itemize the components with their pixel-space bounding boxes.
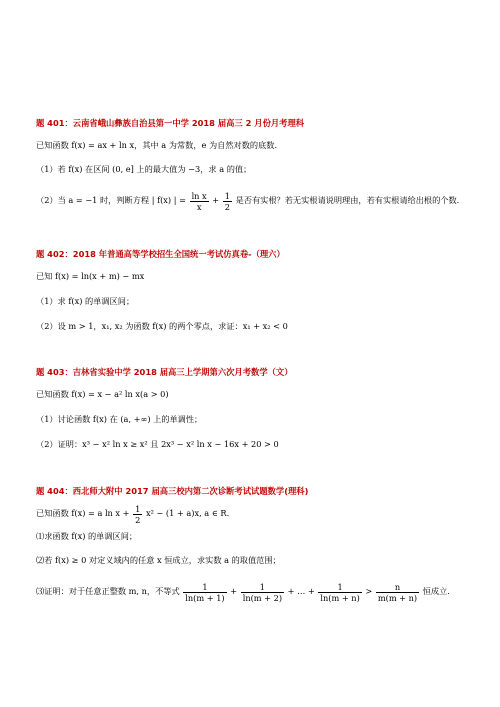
question-3: [36, 578, 450, 604]
question-1: （1）求 f(x) 的单调区间；: [36, 296, 135, 306]
problem-statement: [36, 501, 229, 525]
question-2: （2）设 m > 1，x₁, x₂ 为函数 f(x) 的两个零点，求证：x₁ + x₂ < 0: [36, 321, 288, 331]
fraction-numerator: 1: [318, 582, 361, 593]
problem-title: 题 401：云南省峨山彝族自治县第一中学 2018 届高三 2 月份月考理科: [36, 118, 305, 128]
fraction-denominator: x: [196, 201, 202, 212]
question-2-tail: 是否有实根？若无实根请说明理由，若有实根请给出根的个数.: [235, 195, 460, 205]
problem-402: [36, 248, 476, 331]
problem-404: [36, 485, 476, 603]
statement-part-2: x² − (1 + a)x, a ∈ R.: [145, 508, 230, 518]
fraction-denominator: ln(m + 1): [185, 592, 225, 603]
question-2-text: （2）当 a = −1 时，判断方程 | f(x) | =: [36, 195, 186, 205]
fraction-numerator: 1: [224, 190, 230, 201]
fraction-lnx-over-x: [190, 191, 209, 212]
question-2: ⑵若 f(x) ≥ 0 对定义域内的任意 x 恒成立，求实数 a 的取值范围；: [36, 555, 281, 565]
fraction-numerator: 1: [241, 582, 284, 593]
fraction-denominator: ln(m + 2): [242, 592, 283, 603]
problem-title: 题 402：2018 年普通高等学校招生全国统一考试仿真卷-（理六）: [36, 249, 285, 259]
statement-part-1: 已知函数 f(x) = a ln x +: [36, 508, 130, 518]
operator-plus: +: [230, 586, 238, 596]
fraction-term-1: [183, 582, 226, 603]
fraction-denominator: 2: [135, 514, 141, 525]
question-1: （1）讨论函数 f(x) 在 (a, +∞) 上的单调性；: [36, 414, 203, 424]
question-3-tail: 恒成立.: [422, 586, 450, 596]
fraction-one-half: [223, 191, 232, 212]
fraction-numerator: 1: [135, 503, 141, 514]
fraction-denominator: ln(m + n): [320, 592, 360, 603]
question-1: ⑴求函数 f(x) 的单调区间；: [36, 531, 138, 541]
fraction-denominator: 2: [224, 201, 230, 212]
question-3-text: ⑶证明：对于任意正整数 m, n，不等式: [36, 586, 180, 596]
fraction-numerator: ln x: [191, 190, 207, 201]
operator-greater: >: [365, 586, 373, 596]
problem-statement: 已知函数 f(x) = x − a² ln x(a > 0): [36, 389, 169, 399]
problem-title: 题 404：西北师大附中 2017 届高三校内第二次诊断考试试题数学(理科): [36, 486, 309, 496]
problem-statement: 已知 f(x) = ln(x + m) − mx: [36, 271, 145, 281]
fraction-term-4: [376, 582, 419, 603]
fraction-numerator: 1: [183, 582, 226, 593]
fraction-term-3: [318, 582, 361, 603]
problem-401: [36, 117, 476, 212]
operator-ellipsis: + … +: [287, 586, 315, 596]
question-2: [36, 187, 459, 213]
plus-sign: +: [212, 195, 220, 205]
question-1: （1）若 f(x) 在区间 (0, e] 上的最大值为 −3，求 a 的值；: [36, 164, 252, 174]
fraction-one-half: [133, 504, 142, 525]
problem-statement: 已知函数 f(x) = ax + ln x，其中 a 为常数，e 为自然对数的底数.: [36, 140, 278, 150]
problem-title: 题 403：吉林省实验中学 2018 届高三上学期第六次月考数学（文）: [36, 367, 293, 377]
fraction-numerator: n: [376, 582, 419, 593]
fraction-term-2: [241, 582, 284, 603]
question-2: （2）证明：x³ − x² ln x ≥ x² 且 2x³ − x² ln x − 16x + 20 > 0: [36, 439, 279, 449]
problem-403: [36, 366, 476, 449]
fraction-denominator: m(m + n): [377, 592, 418, 603]
